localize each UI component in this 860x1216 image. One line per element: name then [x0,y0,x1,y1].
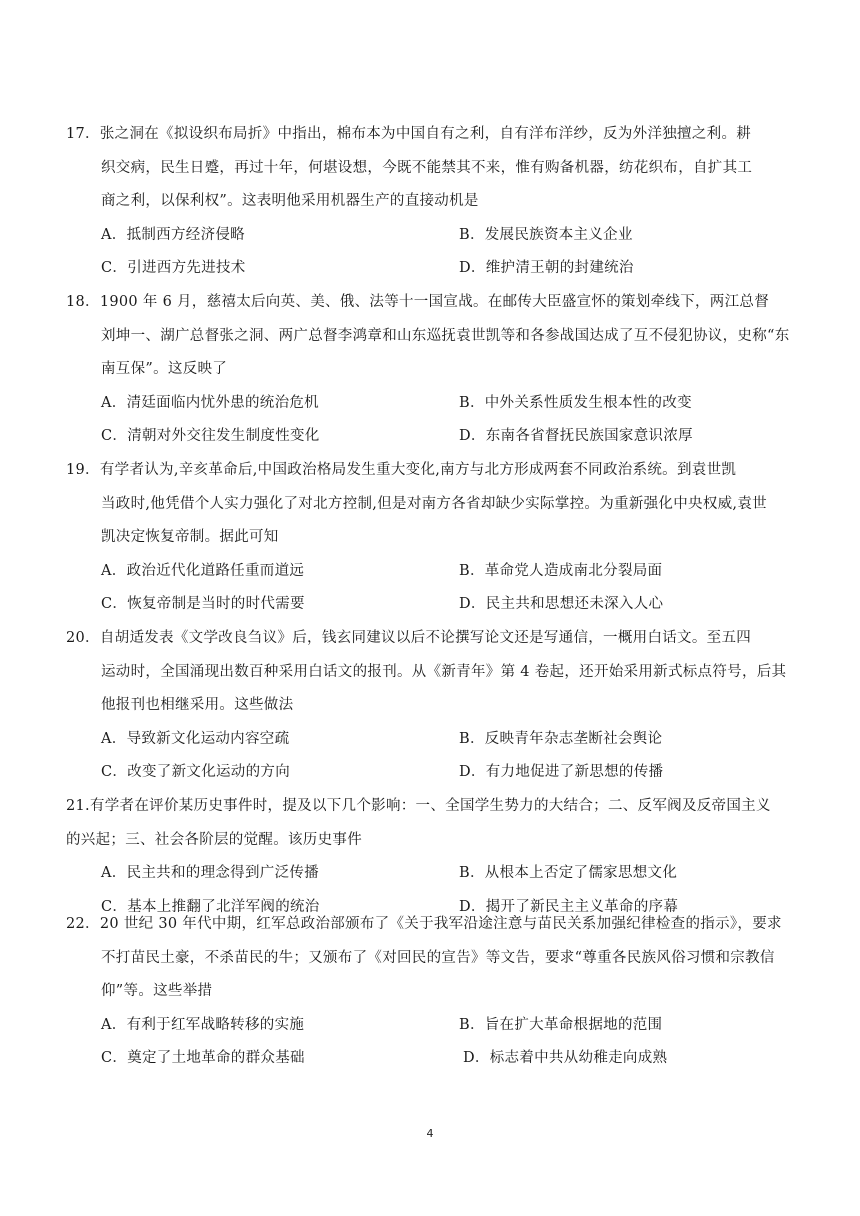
question-stem-line: 的兴起；三、社会各阶层的觉醒。该历史事件 [66,831,362,848]
question-stem-line: 22．20 世纪 30 年代中期，红军总政治部颁布了《关于我军沿途注意与苗民关系加强纪律检查的指示》，要求 [66,916,782,932]
options [66,1009,806,1076]
option-b: B．革命党人造成南北分裂局面 [459,562,663,579]
question-stem-line: 他报刊也相继采用。这些做法 [101,697,294,713]
option-a: A．抵制西方经济侵略 [101,226,245,243]
option-b: B．反映青年杂志垄断社会舆论 [459,730,663,747]
option-a: A．有利于红军战略转移的实施 [101,1016,305,1033]
option-c: C．改变了新文化运动的方向 [101,764,290,780]
options [66,219,806,286]
option-b: B．旨在扩大革命根据地的范围 [459,1016,663,1033]
question-stem-line: 刘坤一、湖广总督张之洞、两广总督李鸿章和山东巡抚袁世凯等和各参战国达成了互不侵犯协议，史称“东 [101,327,790,344]
question-stem-line: 不打苗民土豪，不杀苗民的牛；又颁布了《对回民的宣告》等文告，要求“尊重各民族风俗习惯和宗教信 [101,949,775,966]
option-b: B．发展民族资本主义企业 [459,226,633,243]
option-d: D．揭开了新民主主义革命的序幕 [459,898,679,915]
question-stem-line: 21.有学者在评价某历史事件时，提及以下几个影响：一、全国学生势力的大结合；二、反军阀及反帝国主义 [66,798,771,814]
option-d: D．东南各省督抚民族国家意识浓厚 [459,428,693,444]
question-stem-line: 运动时，全国涌现出数百种采用白话文的报刊。从《新青年》第 4 卷起，还开始采用新式标点符号，后其 [101,663,787,680]
question-stem-line: 织交病，民生日蹙，再过十年，何堪设想，今既不能禁其不来，惟有购备机器，纺花织布，自扩其工 [101,159,753,176]
option-c: C．奠定了土地革命的群众基础 [101,1050,305,1066]
option-c: C．基本上推翻了北洋军阀的统治 [101,898,320,915]
option-d: D．民主共和思想还未深入人心 [459,596,664,612]
option-c: C．引进西方先进技术 [101,260,246,276]
option-c: C．清朝对外交往发生制度性变化 [101,428,320,444]
option-a: A．清廷面临内忧外患的统治危机 [101,394,319,411]
question-17 [66,118,806,286]
question-stem-line: 18．1900 年 6 月，慈禧太后向英、美、俄、法等十一国宣战。在邮传大臣盛宣怀的策划牵线下，两江总督 [66,294,770,310]
question-19 [66,454,806,622]
question-stem-line: 凯决定恢复帝制。据此可知 [101,529,279,545]
option-d: D．有力地促进了新思想的传播 [459,764,664,780]
option-d: D．维护清王朝的封建统治 [459,260,634,276]
question-stem-line: 当政时,他凭借个人实力强化了对北方控制,但是对南方各省却缺少实际掌控。为重新强化中央权威,袁世 [101,495,767,512]
option-b: B．从根本上否定了儒家思想文化 [459,865,678,881]
question-stem-line: 20．自胡适发表《文学改良刍议》后，钱玄同建议以后不论撰写论文还是写通信，一概用白话文。至五四 [66,630,752,646]
option-a: A．导致新文化运动内容空疏 [101,730,290,747]
option-d: D．标志着中共从幼稚走向成熟 [463,1050,668,1066]
question-22 [66,908,806,1076]
question-stem-line: 19．有学者认为,辛亥革命后,中国政治格局发生重大变化,南方与北方形成两套不同政治系统。到袁世凯 [66,462,737,478]
question-21 [66,790,806,924]
options [66,723,806,790]
option-a: A．民主共和的理念得到广泛传播 [101,865,319,881]
question-stem-line: 仰”等。这些举措 [101,983,213,999]
option-c: C．恢复帝制是当时的时代需要 [101,596,305,612]
question-20 [66,622,806,790]
options [66,387,806,454]
question-stem-line: 南互保”。这反映了 [101,361,228,377]
option-b: B．中外关系性质发生根本性的改变 [459,394,692,411]
question-18 [66,286,806,454]
options [66,555,806,622]
question-stem-line: 17．张之洞在《拟设织布局折》中指出，棉布本为中国自有之利，自有洋布洋纱，反为外洋独擅之利。耕 [66,126,752,142]
question-stem-line: 商之利，以保利权”。这表明他采用机器生产的直接动机是 [101,193,479,209]
page-number: 4 [426,1127,434,1140]
option-a: A．政治近代化道路任重而道远 [101,562,305,579]
